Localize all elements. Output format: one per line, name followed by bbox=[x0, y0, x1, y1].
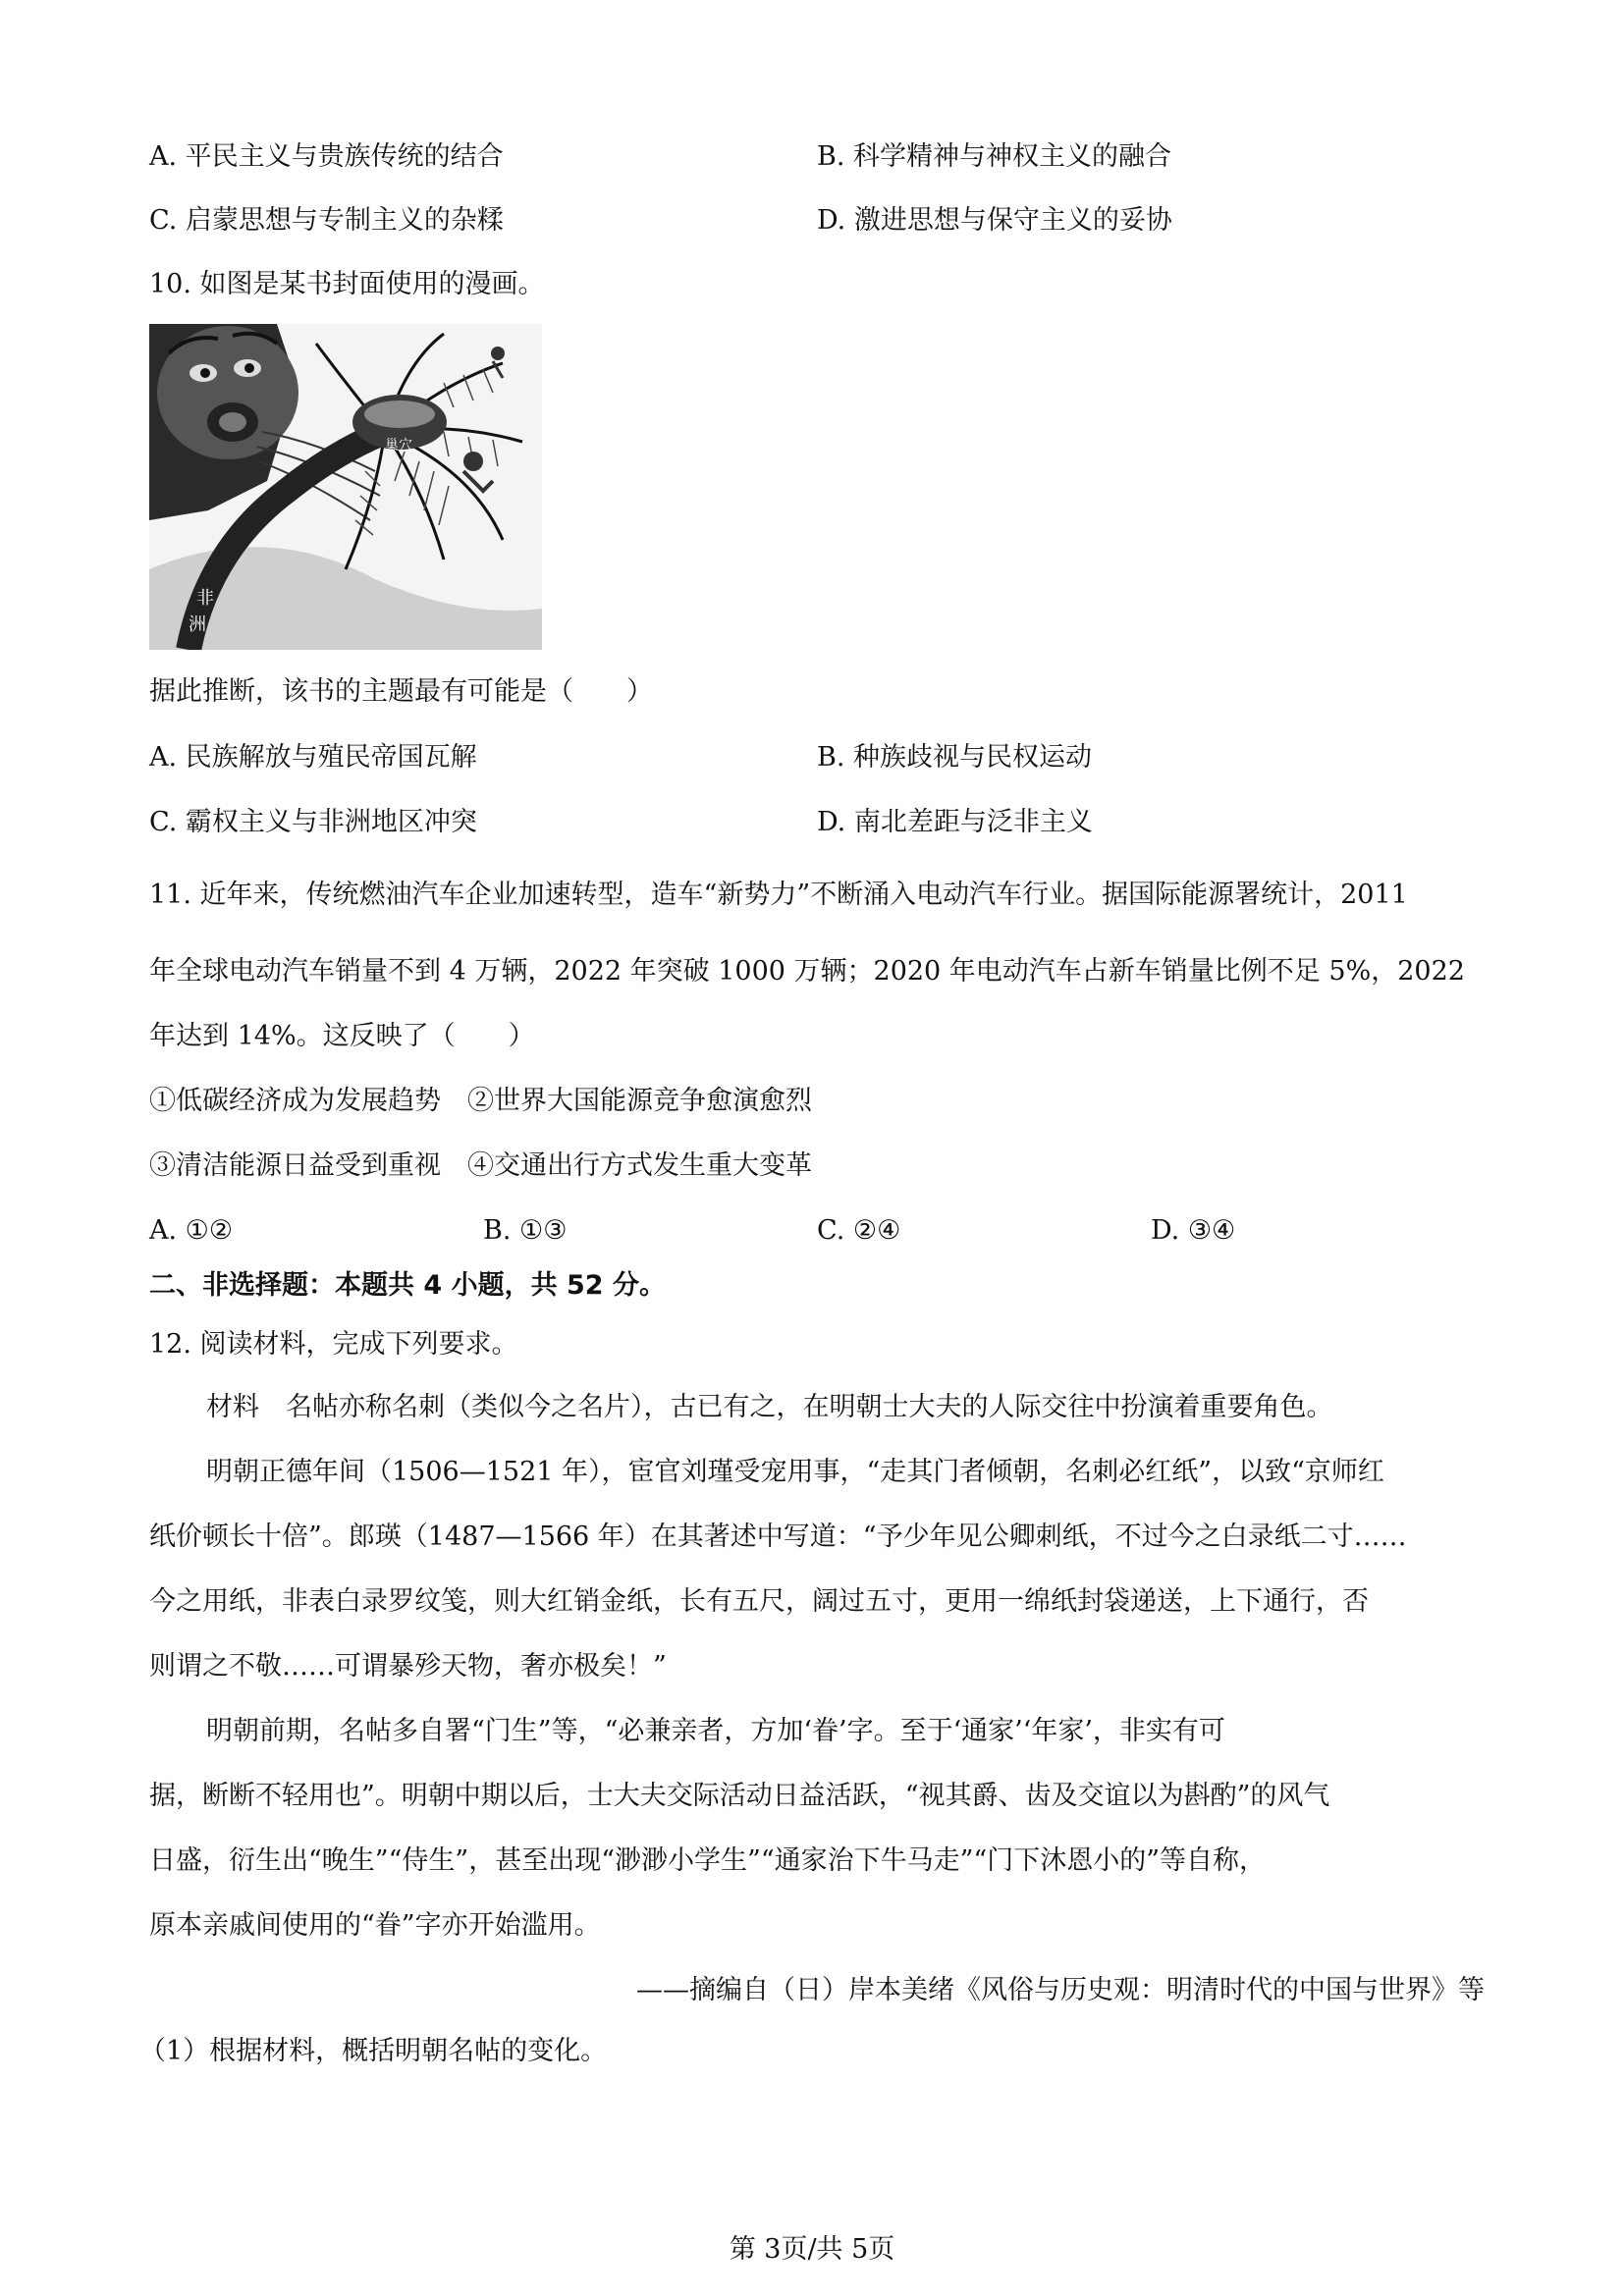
q10-question: 据此推断，该书的主题最有可能是（ ） bbox=[149, 676, 653, 707]
cartoon-label-1: 非 bbox=[196, 588, 214, 609]
q9-option-a: A. 平民主义与贵族传统的结合 bbox=[149, 141, 504, 172]
q9-option-d: D. 激进思想与保守主义的妥协 bbox=[817, 205, 1172, 236]
q12-material-line: 材料 名帖亦称名刺（类似今之名片），古已有之，在明朝士大夫的人际交往中扮演着重要角色。 bbox=[206, 1392, 1333, 1422]
q12-material-line: 据，断断不轻用也”。明朝中期以后，士大夫交际活动日益活跃，“视其爵、齿及交谊以为斟酌”的风气 bbox=[149, 1781, 1330, 1811]
q10-option-c: C. 霸权主义与非洲地区冲突 bbox=[149, 807, 477, 837]
q12-material-line: 纸价顿长十倍”。郎瑛（1487—1566 年）在其著述中写道：“予少年见公卿刺纸，不过今之白录纸二寸…… bbox=[149, 1522, 1407, 1552]
q12-material-line: 明朝正德年间（1506—1521 年），宦官刘瑾受宠用事，“走其门者倾朝，名刺必红纸”，以致“京师红 bbox=[206, 1457, 1384, 1487]
cartoon-label-2: 洲 bbox=[189, 614, 206, 635]
q10-option-b: B. 种族歧视与民权运动 bbox=[817, 742, 1093, 773]
q11-statements-1: ①低碳经济成为发展趋势 ②世界大国能源竞争愈演愈烈 bbox=[149, 1086, 812, 1116]
q10-option-a: A. 民族解放与殖民帝国瓦解 bbox=[149, 742, 477, 773]
q11-line-3: 年达到 14%。这反映了（ ） bbox=[149, 1021, 535, 1051]
q11-line-2: 年全球电动汽车销量不到 4 万辆，2022 年突破 1000 万辆；2020 年电动汽车占新车销量比例不足 5%，2022 bbox=[149, 956, 1465, 987]
q12-material-line: 明朝前期，名帖多自署“门生”等，“必兼亲者，方加‘眷’字。至于‘通家’‘年家’，非实有可 bbox=[206, 1716, 1225, 1746]
q12-sub-question-1: （1）根据材料，概括明朝名帖的变化。 bbox=[139, 2036, 608, 2066]
q12-material-line: 则谓之不敬……可谓暴殄天物，奢亦极矣！” bbox=[149, 1651, 667, 1682]
q12-material-line: 日盛，衍生出“晚生”“侍生”，甚至出现“渺渺小学生”“通家治下牛马走”“门下沐恩小的”等自称， bbox=[149, 1845, 1267, 1876]
q11-option-d: D. ③④ bbox=[1151, 1215, 1236, 1246]
q11-option-b: B. ①③ bbox=[483, 1215, 568, 1246]
q10-stem: 10. 如图是某书封面使用的漫画。 bbox=[149, 269, 545, 299]
q12-material-line: 今之用纸，非表白录罗纹笺，则大红销金纸，长有五尺，阔过五寸，更用一绵纸封袋递送，上下通行，否 bbox=[149, 1586, 1369, 1617]
cartoon-label-3: 巢穴 bbox=[385, 438, 412, 454]
q9-option-c: C. 启蒙思想与专制主义的杂糅 bbox=[149, 205, 504, 236]
q11-option-c: C. ②④ bbox=[817, 1215, 901, 1246]
page-number: 第 3页/共 5页 bbox=[729, 2234, 895, 2265]
q11-statements-2: ③清洁能源日益受到重视 ④交通出行方式发生重大变革 bbox=[149, 1150, 812, 1181]
q9-option-b: B. 科学精神与神权主义的融合 bbox=[817, 141, 1172, 172]
q10-option-d: D. 南北差距与泛非主义 bbox=[817, 807, 1093, 837]
q12-material-line: 原本亲戚间使用的“眷”字亦开始滥用。 bbox=[149, 1910, 601, 1941]
section-2-heading: 二、非选择题：本题共 4 小题，共 52 分。 bbox=[149, 1270, 666, 1301]
q11-line-1: 11. 近年来，传统燃油汽车企业加速转型，造车“新势力”不断涌入电动汽车行业。据国际能源署统计，2011 bbox=[149, 880, 1408, 910]
cartoon-figure bbox=[149, 324, 542, 650]
q12-stem: 12. 阅读材料，完成下列要求。 bbox=[149, 1329, 518, 1360]
q12-source: ——摘编自（日）岸本美绪《风俗与历史观：明清时代的中国与世界》等 bbox=[636, 1975, 1485, 2005]
q11-option-a: A. ①② bbox=[149, 1215, 234, 1246]
